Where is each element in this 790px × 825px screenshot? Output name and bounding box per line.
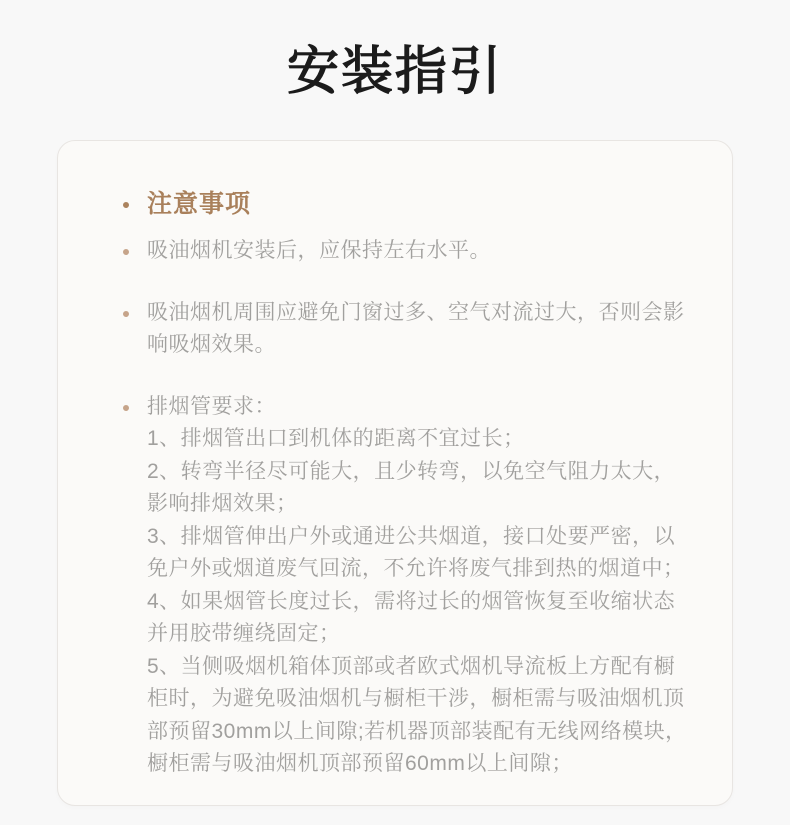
note-bullet-icon (123, 249, 129, 255)
note-bullet-icon (123, 311, 129, 317)
notes-list (123, 235, 690, 781)
note-bullet-col (123, 391, 147, 411)
note-subline: 1、排烟管出口到机体的距离不宜过长； (147, 427, 525, 450)
note-line: 吸油烟机周围应避免门窗过多、空气对流过大，否则会影响吸烟效果。 (147, 300, 685, 356)
note-bullet-icon (123, 405, 129, 411)
note-text (147, 235, 690, 268)
note-item (123, 297, 690, 362)
note-text (147, 391, 690, 781)
note-subline: 2、转弯半径尽可能大，且少转弯，以免空气阻力太大，影响排烟效果； (147, 459, 676, 515)
heading-bullet-col (123, 187, 147, 208)
note-text (147, 297, 690, 362)
note-bullet-col (123, 235, 147, 255)
note-line: 吸油烟机安装后，应保持左右水平。 (147, 239, 491, 262)
note-bullet-col (123, 297, 147, 317)
note-item (123, 391, 690, 781)
notice-heading-label: 注意事项 (147, 190, 252, 218)
note-subline: 4、如果烟管长度过长，需将过长的烟管恢复至收缩状态并用胶带缠绕固定； (147, 589, 676, 645)
note-subline: 5、当侧吸烟机箱体顶部或者欧式烟机导流板上方配有橱柜时，为避免吸油烟机与橱柜干涉，橱柜需与吸油烟机顶部预留30mm以上间隙;若机器顶部装配有无线网络模块，橱柜需与吸油烟机顶部预留60mm以上间隙； (147, 654, 687, 775)
note-item (123, 235, 690, 268)
note-line: 排烟管要求： (147, 394, 276, 418)
page-title: 安装指引 (286, 43, 503, 101)
installation-notice-card (57, 140, 733, 806)
notice-heading (123, 187, 690, 221)
note-subline: 3、排烟管伸出户外或通进公共烟道，接口处要严密，以免户外或烟道废气回流，不允许将废气排到热的烟道中； (147, 524, 685, 580)
heading-bullet-icon (123, 202, 129, 208)
